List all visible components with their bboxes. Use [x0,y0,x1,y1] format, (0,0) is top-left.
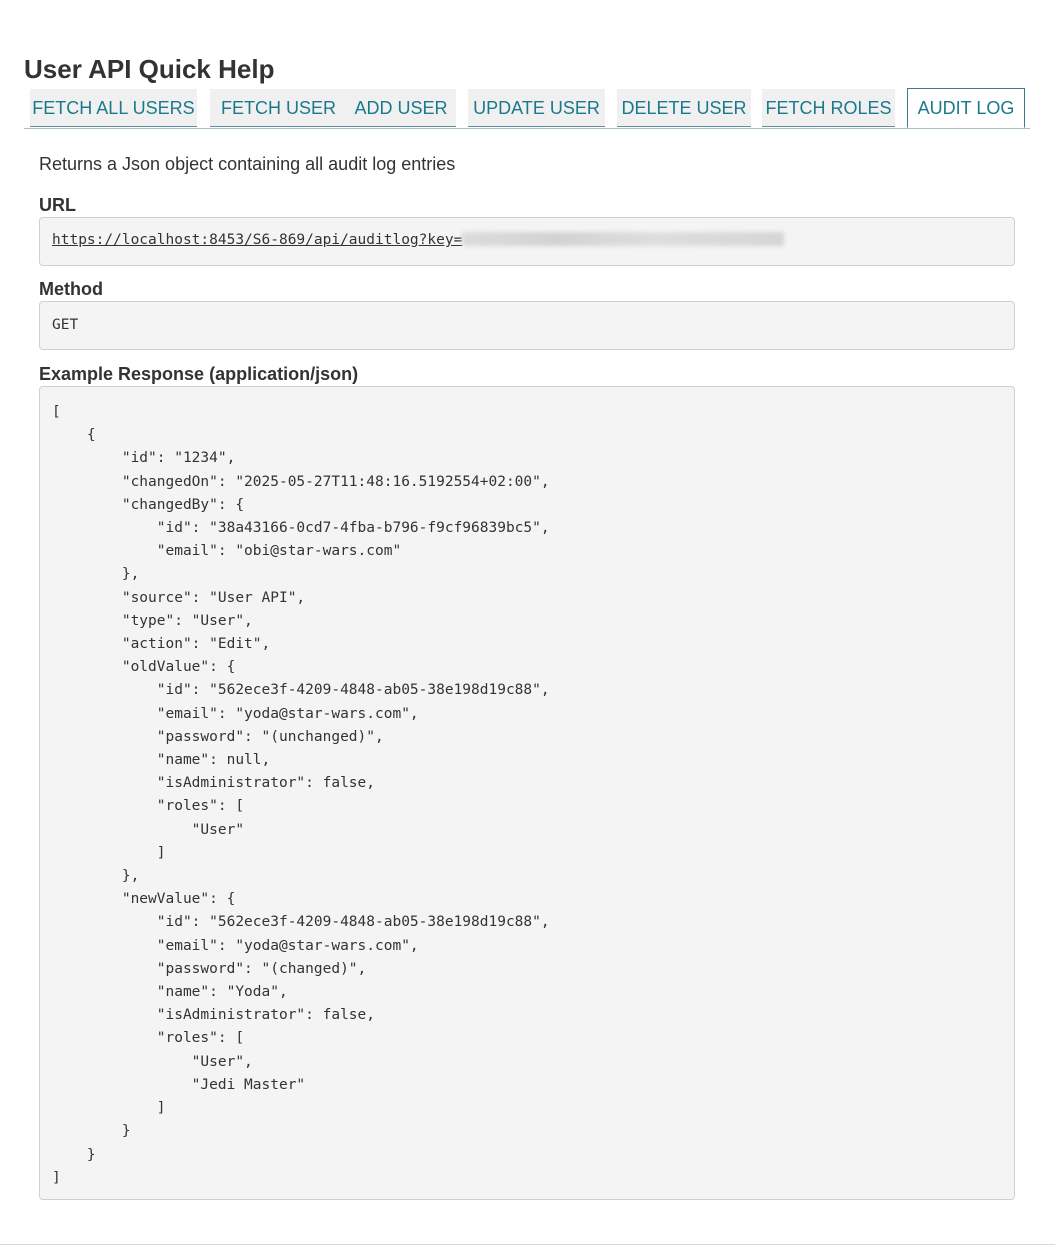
tab-fetch-roles[interactable]: FETCH ROLES [762,89,895,127]
method-box [39,301,1015,350]
url-label: URL [39,195,76,215]
tab-delete-user[interactable]: DELETE USER [617,89,751,127]
url-box [39,217,1015,266]
tab-bar [24,89,1030,129]
api-url-link[interactable] [52,232,784,248]
page-divider [0,1244,1055,1245]
http-method: GET [52,317,79,333]
tab-fetch-all-users[interactable]: FETCH ALL USERS [30,89,197,127]
tab-fetch-user[interactable]: FETCH USER [210,89,347,127]
tab-update-user[interactable]: UPDATE USER [468,89,605,127]
example-response-json: [ { "id": "1234", "changedOn": "2025-05-27T11:48:16.5192554+02:00", "changedBy": { "id": "38a43166-0cd7-4fba-b796-f9cf96839bc5", "email": "obi@star-wars.com" }, "source": "User API", "type": "User", "action": "Edit", "oldValue": { "id": "562ece3f-4209-4848-ab05-38e198d19c88", "email": "yoda@star-wars.com", "password": "(unchanged)", "name": null, "isAdministrator": false, "roles": [ "User" ] }, "newValue": { "id": "562ece3f-4209-4848-ab05-38e198d19c88", "email": "yoda@star-wars.com", "password": "(changed)", "name": "Yoda", "isAdministrator": false, "roles": [ "User", "Jedi Master" ] } } ] [52,404,550,1186]
endpoint-description: Returns a Json object containing all audit log entries [39,154,456,174]
response-label: Example Response (application/json) [39,364,359,384]
example-response-box [39,386,1015,1200]
method-label: Method [39,279,103,299]
page-title: User API Quick Help [24,54,275,84]
api-url-text: https://localhost:8453/S6-869/api/auditlog?key= [52,232,463,248]
tab-add-user[interactable]: ADD USER [346,89,456,127]
redacted-api-key [462,232,784,246]
tab-audit-log[interactable]: AUDIT LOG [907,88,1025,128]
